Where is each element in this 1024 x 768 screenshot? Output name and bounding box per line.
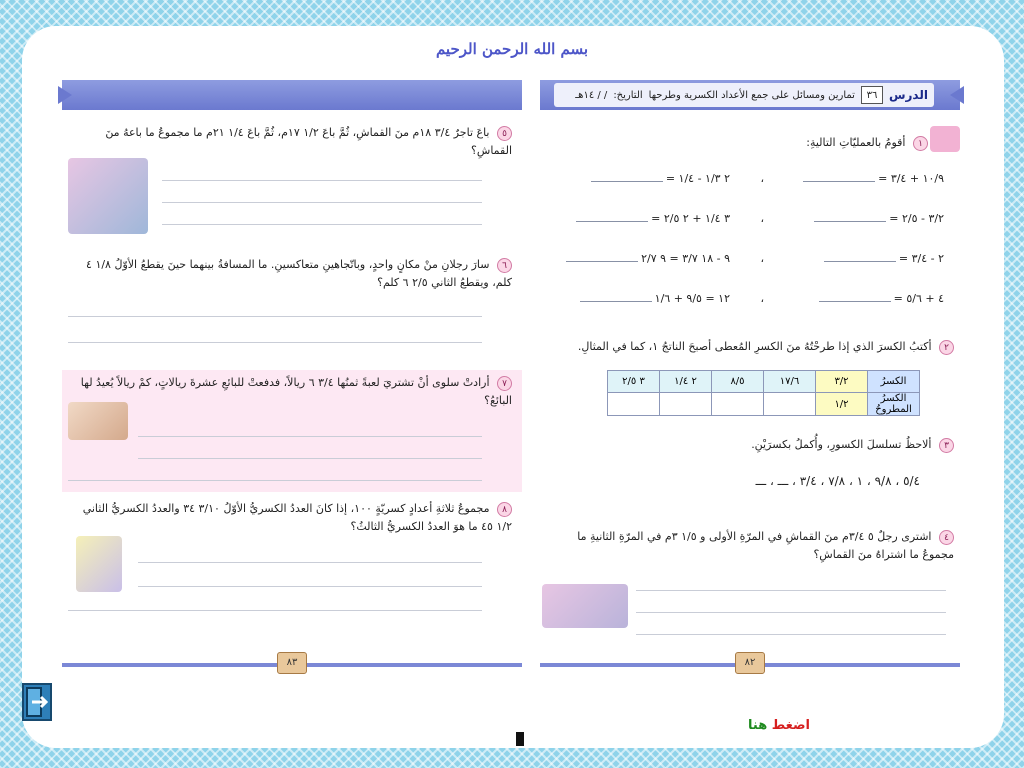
q6-question: سارَ رجلانِ منْ مكانٍ واحدٍ، وباتّجاهينِ متعاكسينِ. ما المسافةُ بينهما حينَ يقطعُ الأوّلُ ١/٨ ٤ كلم، ويقطعُ الثاني ٢/٥ ٦ كلم؟ [86, 258, 512, 289]
answer-blank[interactable] [819, 301, 891, 302]
table-cell-blank[interactable] [660, 393, 712, 416]
press-word: اضغط [771, 718, 811, 733]
q1-title [806, 134, 928, 152]
answer-line[interactable] [68, 480, 482, 481]
q3-number: ٣ [939, 438, 954, 453]
exit-arrow-icon [24, 685, 50, 719]
answer-blank[interactable] [580, 301, 652, 302]
q1-separator-3: ، [760, 252, 764, 265]
q1-item-4-text: ٣ ١/٤ + ٢ ٢/٥ = [651, 212, 730, 225]
answer-line[interactable] [636, 612, 946, 613]
table-row [608, 393, 920, 416]
q1-item-6-text: ٩ - ١٨ ٣/٧ = ٩ ٢/٧ [641, 252, 730, 265]
q1-item-3-text: ٣/٢ - ٢/٥ = [889, 212, 944, 225]
q1-item-7 [816, 292, 944, 305]
lesson-header-band [540, 80, 960, 110]
answer-line[interactable] [636, 590, 946, 591]
q1-item-2-text: ٢ ١/٣ - ١/٤ = [665, 172, 730, 185]
fabric-rolls-icon [542, 584, 628, 628]
answer-line[interactable] [138, 436, 482, 437]
table-cell-blank[interactable] [608, 393, 660, 416]
q7-number: ٧ [497, 376, 512, 391]
q7-question: أرادتْ سلوى أنْ تشتريَ لعبةً ثمنُها ٣/٤ ٦ ريالاً، فدفعتْ للبائعِ عشرةَ ريالاتٍ، كمْ ريالاً يُعيدُ لها البائعُ؟ [80, 376, 512, 407]
answer-line[interactable] [162, 202, 482, 203]
q1-item-8-text: ١٢ = ٩/٥ + ١/٦ [654, 292, 730, 305]
answer-line[interactable] [162, 224, 482, 225]
page-number: ٨٣ [277, 652, 307, 674]
answer-line[interactable] [68, 342, 482, 343]
q8-question: مجموعُ ثلاثةِ أعدادٍ كسريّةٍ ١٠٠، إذا كانَ العددُ الكسريُّ الأوّلُ ٣/١٠ ٣٤ والعددُ الكسريُّ الثاني ١/٢ ٤٥ ما هوَ العددُ الكسريُّ الثالثُ؟ [82, 502, 512, 533]
table-header-subtracted: الكسرُ المطروحُ [868, 393, 920, 416]
q5-text [72, 124, 512, 160]
q1-item-7-text: ٤ + ٥/٦ = [893, 292, 944, 305]
q2-instruction: أكتبُ الكسرَ الذي إذا طرحْتُهُ منَ الكسرِ المُعطى أصبحَ الناتجُ ١، كما في المثالِ. [577, 340, 932, 353]
answer-line[interactable] [636, 634, 946, 635]
date-value: / / ١٤هـ [575, 89, 608, 101]
table-header-fraction: الكسرُ [868, 371, 920, 393]
cursor-mark [516, 732, 524, 746]
band-arrow [58, 86, 72, 104]
q1-item-6 [563, 252, 730, 265]
page-footer [540, 652, 960, 676]
date-label: التاريخ: [613, 89, 643, 101]
q1-separator-4: ، [760, 292, 764, 305]
table-row [608, 371, 920, 393]
answer-blank[interactable] [566, 261, 638, 262]
q6-text [72, 256, 512, 292]
q4-text [544, 528, 954, 564]
table-cell: ٨/٥ [712, 371, 764, 393]
table-cell: ٣ ٢/٥ [608, 371, 660, 393]
q1-item-4 [573, 212, 730, 225]
table-cell: ٣/٢ [816, 371, 868, 393]
q3-sequence: ٥/٤ ، ٩/٨ ، ١ ، ٧/٨ ، ٣/٤ ، ـــ ، ـــ [755, 474, 920, 488]
q5-question: باعَ تاجرٌ ٣/٤ ١٨م منَ القماشِ، ثُمَّ باعَ ١/٢ ١٧م، ثُمَّ باعَ ١/٤ ٢١م ما مجموعُ ما باعهُ منَ القماشِ؟ [105, 126, 512, 157]
exit-door-icon[interactable] [22, 683, 52, 721]
table-cell-blank[interactable] [764, 393, 816, 416]
basmala-heading: بسم الله الرحمن الرحيم [435, 40, 589, 58]
page-number: ٨٢ [735, 652, 765, 674]
q1-item-3 [811, 212, 944, 225]
press-here-button[interactable] [748, 718, 810, 733]
q8-number: ٨ [497, 502, 512, 517]
q6-number: ٦ [497, 258, 512, 273]
right-page [540, 80, 960, 676]
answer-blank[interactable] [824, 261, 896, 262]
fabric-rolls-icon [68, 158, 148, 234]
page-header-band [62, 80, 522, 110]
answer-line[interactable] [138, 562, 482, 563]
pencil-star-icon [930, 126, 960, 152]
q1-item-5 [821, 252, 944, 265]
answer-blank[interactable] [814, 221, 886, 222]
q2-text [544, 338, 954, 356]
answer-blank[interactable] [591, 181, 663, 182]
fraction-table [607, 370, 920, 416]
answer-line[interactable] [162, 180, 482, 181]
q1-item-8 [577, 292, 730, 305]
table-cell: ٢ ١/٤ [660, 371, 712, 393]
table-cell: ١/٢ [816, 393, 868, 416]
here-word: هنا [748, 718, 768, 733]
q1-item-2 [588, 172, 730, 185]
q3-text [751, 436, 954, 454]
q1-separator-2: ، [760, 212, 764, 225]
q3-instruction: ألاحظُ تسلسلَ الكسورِ، وأُكملُ بكسرَيْنِ. [751, 438, 932, 451]
q8-text [72, 500, 512, 536]
table-cell-blank[interactable] [712, 393, 764, 416]
q2-number: ٢ [939, 340, 954, 355]
q1-item-1 [800, 172, 944, 185]
q1-number: ١ [913, 136, 928, 151]
lesson-number: ٣٦ [861, 86, 883, 104]
answer-line[interactable] [68, 610, 482, 611]
q1-item-1-text: ١٠/٩ + ٣/٤ = [878, 172, 944, 185]
money-icon [68, 402, 128, 440]
answer-line[interactable] [138, 586, 482, 587]
band-arrow [950, 86, 964, 104]
q5-number: ٥ [497, 126, 512, 141]
table-cell: ١٧/٦ [764, 371, 816, 393]
lesson-label: الدرس [888, 88, 928, 102]
question-character-icon [76, 536, 122, 592]
q4-question: اشترى رجلٌ ٥ ٣/٤م منَ القماشِ في المرّةِ الأولى و ١/٥ ٣م في المرّةِ الثانيةِ ما مجموعُ ما اشتراهُ منَ القماشِ؟ [577, 530, 954, 561]
q7-text [72, 374, 512, 410]
q1-title-text: أقومُ بالعمليّاتِ التاليةِ: [806, 136, 906, 149]
answer-line[interactable] [68, 316, 482, 317]
answer-blank[interactable] [803, 181, 875, 182]
q1-separator-1: ، [760, 172, 764, 185]
left-page [62, 80, 522, 676]
lesson-title: تمارين ومسائل على جمع الأعداد الكسرية وطرحها [648, 89, 855, 101]
page-footer [62, 652, 522, 676]
lesson-title-box [554, 83, 934, 107]
q1-item-5-text: ٢ - ٣/٤ = [898, 252, 944, 265]
answer-blank[interactable] [576, 221, 648, 222]
answer-line[interactable] [138, 458, 482, 459]
q4-number: ٤ [939, 530, 954, 545]
